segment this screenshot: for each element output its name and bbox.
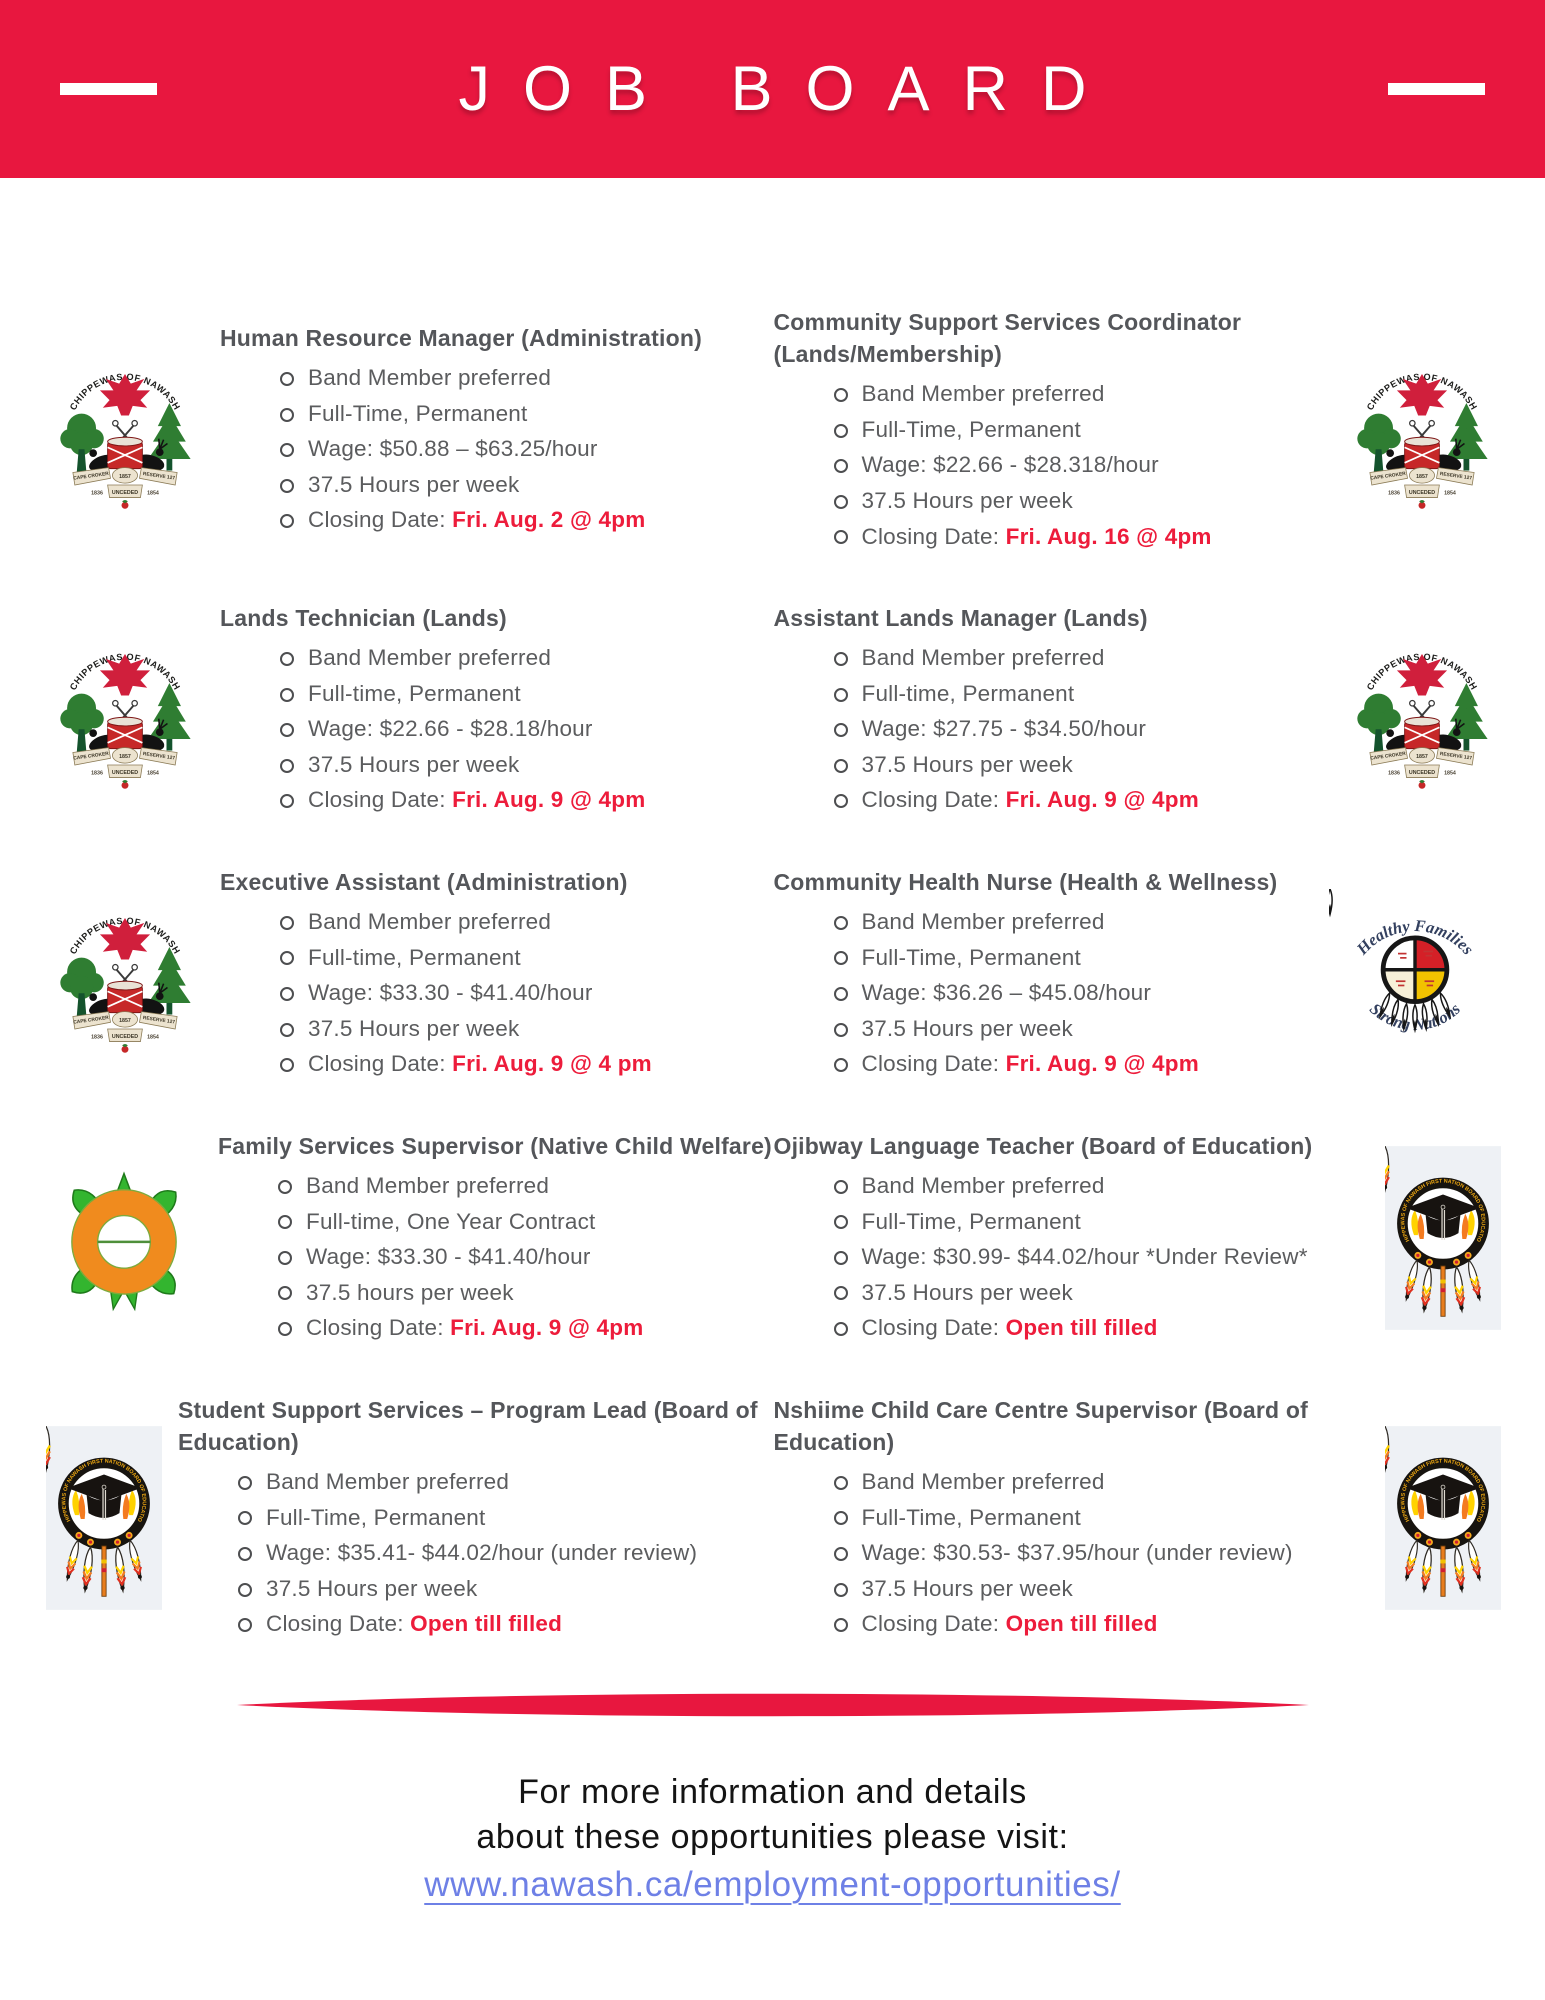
job-details	[774, 904, 1314, 1082]
job-closing-date	[832, 519, 1328, 555]
job-detail: Full-Time, Permanent	[832, 1204, 1370, 1240]
job-detail: Full-time, Permanent	[832, 676, 1328, 712]
nawash-crest-logo-icon	[42, 891, 208, 1057]
job-detail: Wage: $50.88 – $63.25/hour	[278, 431, 774, 467]
job-card-executive-assistant	[42, 866, 774, 1082]
job-closing-date	[278, 782, 774, 818]
board-of-education-logo-icon	[42, 1426, 166, 1610]
healthy-families-strong-nations-logo-icon	[1325, 889, 1505, 1059]
job-detail: Band Member preferred	[276, 1168, 774, 1204]
job-card-human-resource-manager	[42, 306, 774, 554]
job-title: Human Resource Manager (Administration)	[220, 325, 702, 352]
closing-label: Closing Date:	[861, 1051, 1000, 1077]
job-details	[178, 1464, 774, 1642]
job-detail: Full-Time, Permanent	[832, 1500, 1370, 1536]
board-of-education-logo-icon	[1381, 1146, 1505, 1330]
job-detail: Full-time, One Year Contract	[276, 1204, 774, 1240]
closing-date-value: Fri. Aug. 16 @ 4pm	[1005, 523, 1212, 549]
job-card-ojibway-language-teacher	[774, 1130, 1506, 1346]
job-detail: Band Member preferred	[832, 376, 1328, 412]
job-closing-date	[236, 1606, 774, 1642]
job-detail: Wage: $36.26 – $45.08/hour	[832, 975, 1314, 1011]
header-banner	[0, 0, 1545, 178]
job-card-lands-technician	[42, 602, 774, 818]
job-detail: 37.5 Hours per week	[832, 1275, 1370, 1311]
job-details	[774, 376, 1328, 554]
job-title: Student Support Services – Program Lead (Board of Education)	[178, 1396, 758, 1456]
closing-label: Closing Date:	[861, 1315, 1000, 1341]
job-detail: Full-Time, Permanent	[236, 1500, 774, 1536]
job-detail: Wage: $30.53- $37.95/hour (under review)	[832, 1535, 1370, 1571]
job-row-5	[42, 1394, 1505, 1642]
closing-date-value: Fri. Aug. 9 @ 4pm	[450, 1315, 644, 1341]
job-details	[774, 640, 1328, 818]
job-title: Assistant Lands Manager (Lands)	[773, 605, 1148, 632]
job-title: Family Services Supervisor (Native Child Welfare)	[218, 1132, 772, 1159]
closing-label: Closing Date:	[308, 787, 446, 813]
job-detail: 37.5 Hours per week	[832, 1011, 1314, 1047]
job-detail: Wage: $27.75 - $34.50/hour	[832, 711, 1328, 747]
nawash-crest-logo-icon	[42, 627, 208, 793]
employment-opportunities-link[interactable]: www.nawash.ca/employment-opportunities/	[424, 1864, 1121, 1904]
job-details	[774, 1464, 1370, 1642]
job-detail: Band Member preferred	[832, 640, 1328, 676]
closing-date-value: Open till filled	[410, 1611, 563, 1637]
job-detail: 37.5 Hours per week	[832, 747, 1328, 783]
turtle-logo-icon	[42, 1160, 206, 1316]
job-card-student-support-services-program-lead	[42, 1394, 774, 1642]
job-detail: Band Member preferred	[278, 360, 774, 396]
job-detail: Full-Time, Permanent	[832, 940, 1314, 976]
job-title: Executive Assistant (Administration)	[220, 869, 628, 896]
header-dash-right-icon	[1388, 83, 1485, 95]
job-details	[218, 1168, 774, 1346]
closing-label: Closing Date:	[861, 1611, 1000, 1637]
job-detail: Band Member preferred	[278, 640, 774, 676]
footer-line-1: For more information and details	[518, 1772, 1027, 1811]
board-of-education-logo-icon	[1381, 1426, 1505, 1610]
closing-date-value: Fri. Aug. 2 @ 4pm	[452, 507, 646, 533]
job-detail: 37.5 Hours per week	[832, 1571, 1370, 1607]
closing-label: Closing Date:	[308, 1051, 446, 1077]
job-detail: 37.5 Hours per week	[832, 483, 1328, 519]
job-details	[220, 360, 774, 538]
job-closing-date	[832, 1046, 1314, 1082]
job-details	[220, 904, 774, 1082]
closing-date-value: Fri. Aug. 9 @ 4pm	[452, 787, 646, 813]
job-detail: Band Member preferred	[832, 904, 1314, 940]
footer-divider	[0, 1690, 1545, 1720]
closing-date-value: Fri. Aug. 9 @ 4pm	[1005, 787, 1199, 813]
closing-label: Closing Date:	[861, 523, 1000, 549]
job-detail: Wage: $33.30 - $41.40/hour	[278, 975, 774, 1011]
job-details	[774, 1168, 1370, 1346]
job-closing-date	[278, 1046, 774, 1082]
job-title: Nshiime Child Care Centre Supervisor (Board of Education)	[773, 1396, 1308, 1456]
closing-label: Closing Date:	[861, 787, 1000, 813]
nawash-crest-logo-icon	[1339, 627, 1505, 793]
job-card-nshiime-child-care-centre-supervisor	[774, 1394, 1506, 1642]
job-detail: Full-Time, Permanent	[832, 412, 1328, 448]
page-title: JOB BOARD	[458, 54, 1120, 124]
header-dash-left-icon	[60, 83, 157, 95]
closing-date-value: Fri. Aug. 9 @ 4pm	[1005, 1051, 1199, 1077]
job-title: Community Health Nurse (Health & Wellness)	[773, 869, 1278, 896]
job-detail: Full-time, Permanent	[278, 940, 774, 976]
job-title: Ojibway Language Teacher (Board of Education)	[773, 1132, 1313, 1159]
closing-label: Closing Date:	[306, 1315, 444, 1341]
job-title: Lands Technician (Lands)	[220, 605, 507, 632]
footer-line-2: about these opportunities please visit:	[476, 1817, 1069, 1856]
job-closing-date	[278, 502, 774, 538]
job-detail: Wage: $22.66 - $28.318/hour	[832, 447, 1328, 483]
closing-date-value: Fri. Aug. 9 @ 4 pm	[452, 1051, 652, 1077]
nawash-crest-logo-icon	[1339, 347, 1505, 513]
closing-date-value: Open till filled	[1005, 1315, 1158, 1341]
job-detail: Wage: $30.99- $44.02/hour *Under Review*	[832, 1239, 1370, 1275]
job-closing-date	[832, 1606, 1370, 1642]
red-lens-divider-icon	[237, 1690, 1309, 1720]
closing-label: Closing Date:	[266, 1611, 404, 1637]
job-detail: Full-Time, Permanent	[278, 396, 774, 432]
job-card-assistant-lands-manager	[774, 602, 1506, 818]
job-detail: 37.5 Hours per week	[278, 1011, 774, 1047]
job-row-1	[42, 306, 1505, 554]
closing-label: Closing Date:	[308, 507, 446, 533]
footer	[0, 1770, 1545, 1908]
job-detail: Full-time, Permanent	[278, 676, 774, 712]
job-detail: 37.5 Hours per week	[236, 1571, 774, 1607]
job-closing-date	[832, 1310, 1370, 1346]
job-details	[220, 640, 774, 818]
job-row-4	[42, 1130, 1505, 1346]
nawash-crest-logo-icon	[42, 347, 208, 513]
job-card-family-services-supervisor	[42, 1130, 774, 1346]
job-detail: Band Member preferred	[832, 1168, 1370, 1204]
job-board	[0, 178, 1545, 1642]
job-detail: Wage: $33.30 - $41.40/hour	[276, 1239, 774, 1275]
job-detail: Band Member preferred	[278, 904, 774, 940]
job-title: Community Support Services Coordinator (Lands/Membership)	[773, 309, 1242, 368]
closing-date-value: Open till filled	[1005, 1611, 1158, 1637]
job-detail: Band Member preferred	[236, 1464, 774, 1500]
job-row-3	[42, 866, 1505, 1082]
job-detail: Band Member preferred	[832, 1464, 1370, 1500]
job-card-community-health-nurse	[774, 866, 1506, 1082]
job-detail: 37.5 Hours per week	[278, 467, 774, 503]
job-detail: 37.5 hours per week	[276, 1275, 774, 1311]
job-row-2	[42, 602, 1505, 818]
job-closing-date	[832, 782, 1328, 818]
job-closing-date	[276, 1310, 774, 1346]
job-detail: Wage: $22.66 - $28.18/hour	[278, 711, 774, 747]
job-detail: Wage: $35.41- $44.02/hour (under review)	[236, 1535, 774, 1571]
job-detail: 37.5 Hours per week	[278, 747, 774, 783]
job-card-community-support-services-coordinator	[774, 306, 1506, 554]
